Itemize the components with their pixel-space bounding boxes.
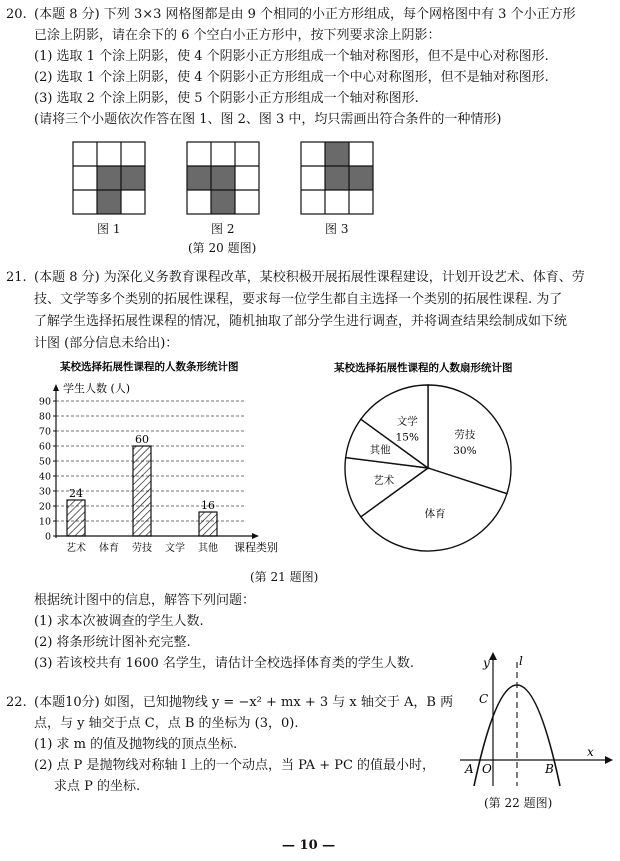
y-tick-label: 40 [38, 471, 51, 483]
y-tick-label: 90 [38, 396, 51, 408]
q22-caption: (第 22 题图) [484, 796, 553, 810]
shaded-cell [325, 166, 349, 190]
q21-line: 了解学生选择拓展性课程的情况，随机抽取了部分学生进行调查，并将调查结果绘制成如下统 [34, 314, 568, 329]
label-O: O [482, 762, 492, 776]
grid-label-1: 图 1 [97, 222, 121, 236]
bar [133, 446, 151, 536]
q20-number: 20. [6, 7, 27, 22]
grid-figure-1[interactable] [73, 142, 145, 214]
grid-figure-2[interactable] [187, 142, 259, 214]
q20-line: 已涂上阴影，请在余下的 6 个空白小正方形中，按下列要求涂上阴影： [34, 28, 441, 43]
shaded-cell [325, 142, 349, 166]
pie-slice-percent: 15% [395, 431, 419, 444]
q21-after-line: (3) 若该校共有 1600 名学生，请估计全校选择体育类的学生人数. [34, 656, 415, 671]
q21-after-line: 根据统计图中的信息，解答下列问题： [34, 593, 256, 608]
q20-line: (2) 选取 1 个涂上阴影，使 4 个阴影小正方形组成一个中心对称图形，但不是轴对称图形. [34, 70, 549, 85]
pie-slice-label: 其他 [369, 444, 391, 457]
grid-label-2: 图 2 [211, 222, 235, 236]
shaded-cell [349, 166, 373, 190]
q20-caption: (第 20 题图) [188, 241, 257, 255]
q22-line: (1) 求 m 的值及抛物线的顶点坐标. [34, 737, 238, 752]
y-axis-arrow-icon [489, 652, 497, 660]
x-tick-label: 艺术 [66, 543, 86, 554]
shaded-cell [211, 166, 235, 190]
x-tick-label: 劳技 [132, 543, 152, 554]
shaded-cell [187, 166, 211, 190]
grid-figure-3[interactable] [301, 142, 373, 214]
page-number: — 10 — [282, 838, 336, 853]
q20-grids [0, 138, 620, 218]
pie-slice-label: 艺术 [373, 474, 395, 487]
bar-chart-title: 某校选择拓展性课程的人数条形统计图 [60, 361, 239, 373]
y-tick-label: 30 [38, 486, 51, 498]
label-C: C [479, 692, 489, 706]
y-tick-label: 0 [44, 531, 51, 543]
q21-after-line: (1) 求本次被调查的学生人数. [34, 614, 204, 629]
bar-data-label: 60 [135, 433, 149, 446]
bar-data-label: 16 [201, 499, 215, 512]
y-tick-label: 70 [38, 426, 51, 438]
y-axis-arrow-icon [53, 384, 59, 391]
q21-line: (本题 8 分) 为深化义务教育课程改革，某校积极开展拓展性课程建设，计划开设艺术、体育、劳 [34, 270, 585, 285]
q20-line: (请将三个小题依次作答在图 1、图 2、图 3 中，均只需画出符合条件的一种情形) [34, 112, 502, 127]
label-B: B [545, 762, 554, 776]
label-x: x [587, 745, 594, 759]
q21-caption: (第 21 题图) [250, 570, 319, 584]
bar-chart-ylabel: 学生人数 (人) [63, 382, 131, 395]
y-tick-label: 50 [38, 456, 51, 468]
label-y: y [483, 656, 490, 670]
q21-line: 技、文学等多个类别的拓展性课程，要求每一位学生都自主选择一个类别的拓展性课程. 为了 [34, 292, 563, 307]
pie-chart [320, 354, 580, 569]
x-axis-arrow-icon [252, 533, 259, 539]
x-tick-label: 文学 [165, 543, 185, 554]
q22-line: (本题10分) 如图，已知抛物线 y = −x² + mx + 3 与 x 轴交于 A，B 两 [34, 695, 454, 710]
q20-line: (1) 选取 1 个涂上阴影，使 4 个阴影小正方形组成一个轴对称图形，但不是中心对称图形. [34, 49, 549, 64]
bar-chart [30, 354, 300, 564]
pie-slice-label: 文学 [396, 415, 418, 428]
parabola-figure [455, 648, 615, 790]
x-tick-label: 体育 [99, 543, 119, 554]
pie-chart-title: 某校选择拓展性课程的人数扇形统计图 [334, 362, 513, 374]
x-tick-label: 其他 [198, 543, 218, 554]
shaded-cell [97, 166, 121, 190]
bar [67, 500, 85, 536]
pie-slice-percent: 30% [453, 445, 477, 458]
shaded-cell [121, 166, 145, 190]
q20-line: (3) 选取 2 个涂上阴影，使 5 个阴影小正方形组成一个轴对称图形. [34, 91, 419, 106]
q20-line: (本题 8 分) 下列 3×3 网格图都是由 9 个相同的小正方形组成，每个网格图中有 3 个小正方形 [34, 7, 576, 22]
grid-label-3: 图 3 [325, 222, 349, 236]
y-tick-label: 20 [38, 501, 51, 513]
q22-line: 点，与 y 轴交于点 C，点 B 的坐标为 (3，0). [34, 716, 299, 731]
q22-line: (2) 点 P 是抛物线对称轴 l 上的一个动点，当 PA + PC 的值最小时， [34, 758, 436, 773]
shaded-cell [97, 190, 121, 214]
pie-slice-label: 体育 [424, 508, 446, 521]
shaded-cell [211, 190, 235, 214]
label-A: A [465, 762, 474, 776]
bar-chart-xlabel: 课程类别 [234, 541, 278, 554]
bar-data-label: 24 [69, 487, 83, 500]
q21-line: 计图 (部分信息未给出)： [34, 336, 179, 351]
label-l: l [519, 654, 523, 668]
q22-line: 求点 P 的坐标. [54, 779, 141, 794]
y-tick-label: 80 [38, 411, 51, 423]
y-tick-label: 60 [38, 441, 51, 453]
q21-number: 21. [6, 270, 27, 285]
q21-after-line: (2) 将条形统计图补充完整. [34, 635, 191, 650]
x-axis-arrow-icon [605, 756, 613, 764]
bar [199, 512, 217, 536]
pie-slice-label: 劳技 [454, 429, 476, 442]
y-tick-label: 10 [38, 516, 51, 528]
q22-number: 22. [6, 695, 27, 710]
